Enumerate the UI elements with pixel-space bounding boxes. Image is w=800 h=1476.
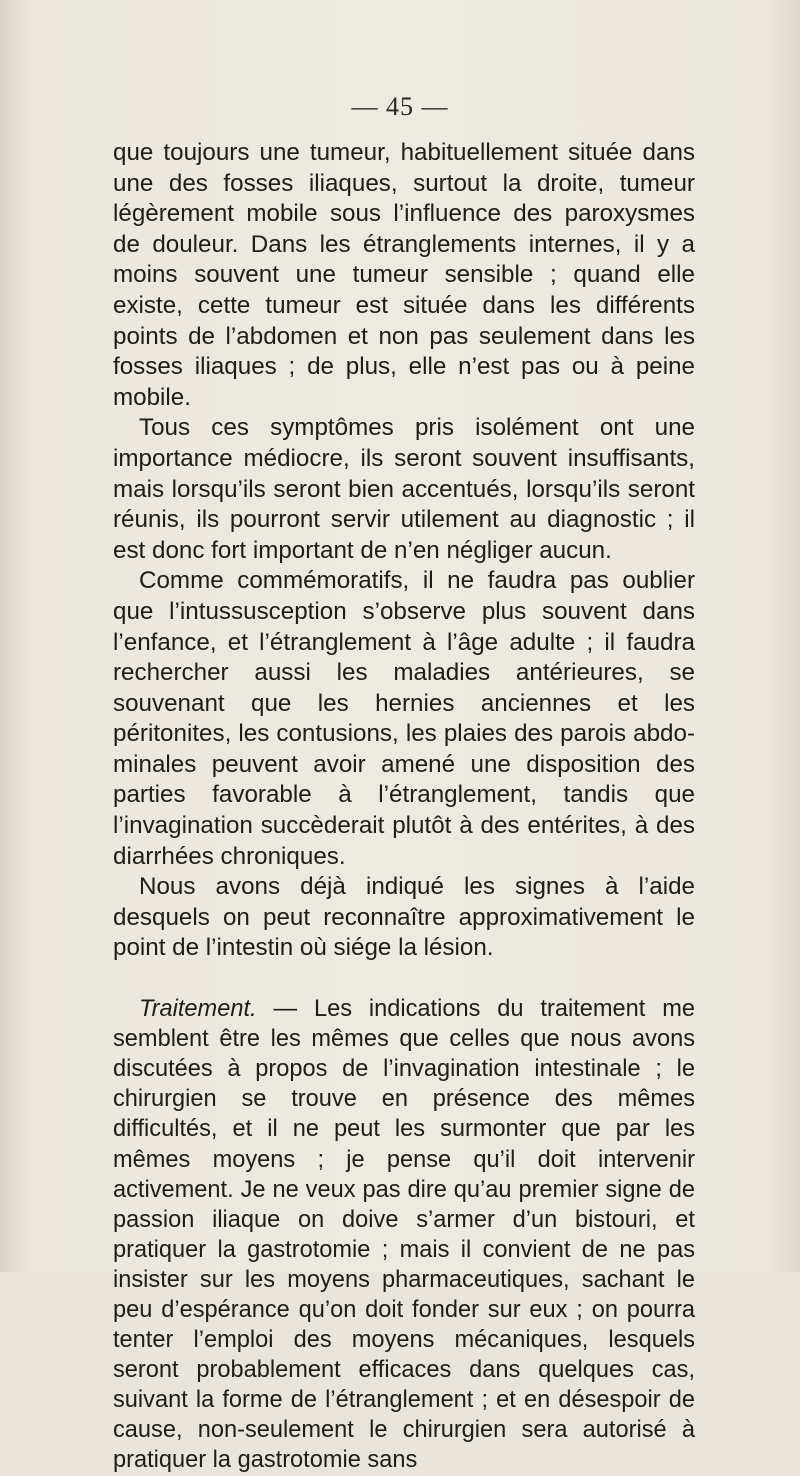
paragraph-symptomes: Tous ces symptômes pris isolément ont une importance médiocre, ils seront souvent insuffisants, mais lorsqu’ils seront bien accentués, lorsqu’ils seront réunis, ils pourront servir utilement au diagnostic ; il est donc fort important de n’en négliger aucun. bbox=[113, 414, 695, 564]
paragraph-tumeur: que toujours une tumeur, habituellement située dans une des fosses iliaques, surtout la droite, tumeur légèrement mobile sous l’influence des paroxysmes de douleur. Dans les étranglements internes, il y a moins souvent une tumeur sensible ; quand elle existe, cette tumeur est située dans les différents points de l’abdomen et non pas seulement dans les fosses iliaques ; de plus, elle n’est pas ou à peine mobile. bbox=[113, 139, 695, 411]
paragraph-commemoratifs: Comme commémoratifs, il ne faudra pas oublier que l’intussusception s’observe plus souvent dans l’enfance, et l’étranglement à l’âge adulte ; il faudra rechercher aussi les maladies antérieures, se souvenant que les hernies anciennes et les péritonites, les contusions, les plaies des parois abdominales peuvent avoir amené une disposition des parties favorable à l’étranglement, tandis que l’invagination succèderait plutôt à des entérites, à des diarrhées chroniques. bbox=[113, 567, 695, 870]
paragraph-siege-lesion: Nous avons déjà indiqué les signes à l’aide desquels on peut reconnaître approximativement le point de l’intestin où siége la lésion. bbox=[113, 873, 695, 962]
page-number: — 45 — bbox=[351, 92, 449, 121]
section-heading-traitement: Traitement. bbox=[139, 996, 257, 1023]
body-text bbox=[113, 138, 695, 1476]
treatment-text: — Les indications du traitement me semblent être les mêmes que celles que nous avons discutées à propos de l’invagination intestinale ; le chirurgien se trouve en présence des mêmes difficultés, et il ne peut les surmonter que par les mêmes moyens ; je pense qu’il doit intervenir activement. Je ne veux pas dire qu’au premier signe de passion iliaque on doive s’armer d’un bistouri, et pratiquer la gastrotomie ; mais il convient de ne pas insister sur les moyens pharmaceutiques, sachant le peu d’espérance qu’on doit fonder sur eux ; on pourra tenter l’emploi des moyens mécaniques, lesquels seront probablement efficaces dans quelques cas, suivant la forme de l’étranglement ; et en désespoir de cause, non-seulement le chirurgien sera autorisé à pratiquer la gastrotomie sans bbox=[113, 996, 695, 1474]
paragraph-traitement bbox=[113, 994, 695, 1476]
